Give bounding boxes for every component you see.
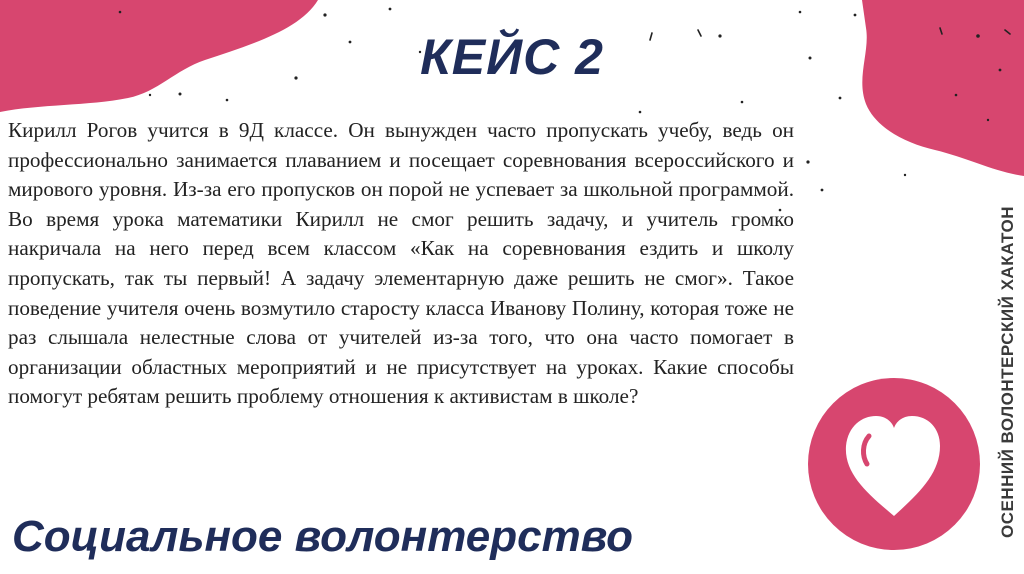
- hackathon-side-label: ОСЕННИЙ ВОЛОНТЕРСКИЙ ХАКАТОН: [998, 206, 1017, 538]
- case-description: Кирилл Рогов учится в 9Д классе. Он вынужден часто пропускать учебу, ведь он профессионально занимается плаванием и посещает соревнования всероссийского и мирового уровня. Из-за его пропусков он порой не успевает за школьной программой. Во время урока математики Кирилл не смог решить задачу, и учитель громко накричала на него перед всем классом «Как на соревнования ездить и школу пропускать, так ты первый! А задачу элементарную даже решить не смог». Такое поведение учителя очень возмутило старосту класса Иванову Полину, которая тоже не раз слышала нелестные слова от учителей из-за того, что она часто помогает в организации областных мероприятий и не присутствует на уроках. Какие способы помогут ребятам решить проблему отношения к активистам в школе?: [8, 118, 794, 409]
- heart-icon: [806, 376, 982, 552]
- top-right-blob: [862, 0, 1024, 176]
- slide-title: КЕЙС 2: [420, 29, 604, 85]
- footer-title: Социальное волонтерство: [12, 512, 634, 561]
